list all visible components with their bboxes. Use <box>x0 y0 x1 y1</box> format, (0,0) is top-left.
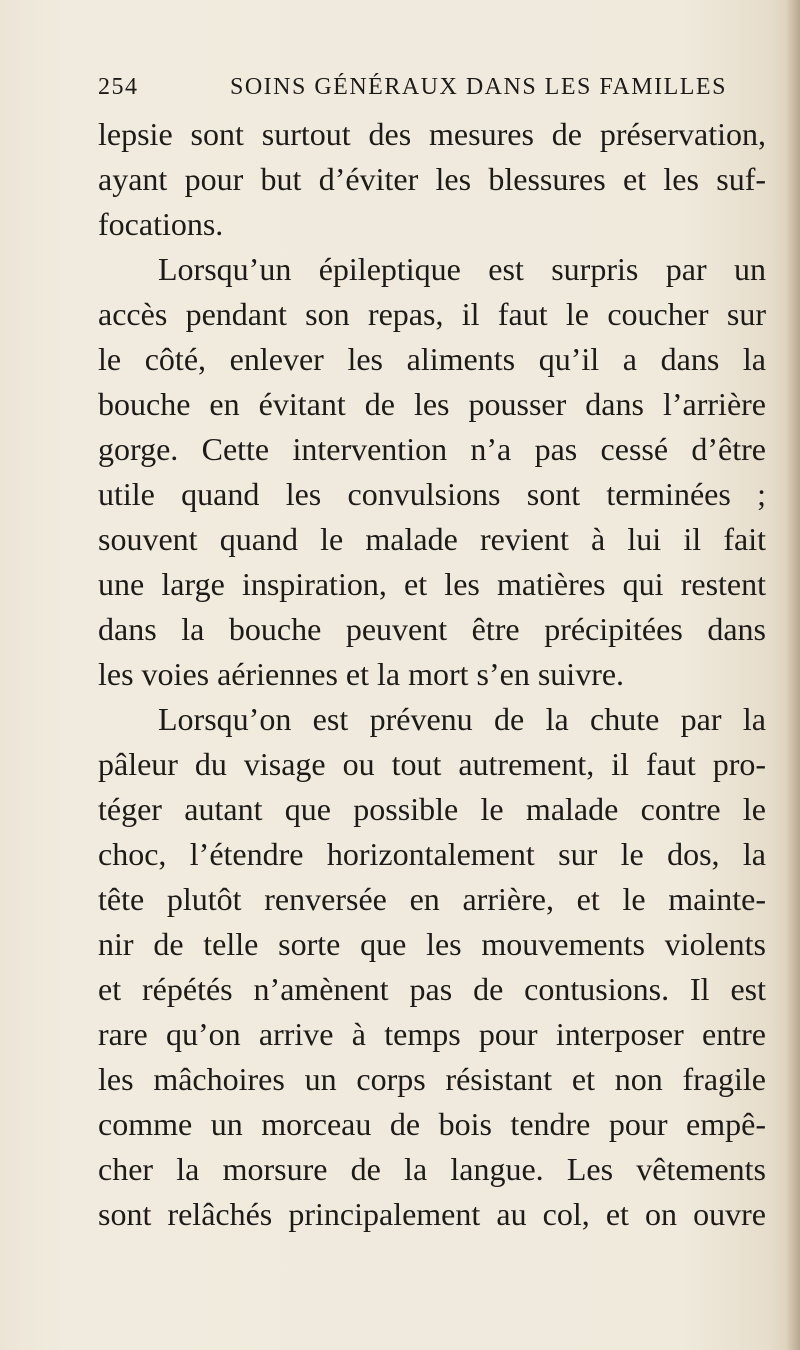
text-line: pâleur du visage ou tout autrement, il faut pro- <box>98 746 766 782</box>
text-line: choc, l’étendre horizontalement sur le dos, la <box>98 836 766 872</box>
text-line: utile quand les convulsions sont terminées ; <box>98 476 766 512</box>
text-line: et répétés n’amènent pas de contusions. Il est <box>98 971 766 1007</box>
running-title: SOINS GÉNÉRAUX DANS LES FAMILLES <box>230 74 727 100</box>
text-line: gorge. Cette intervention n’a pas cessé d’être <box>98 431 766 467</box>
text-line: focations. <box>98 206 224 242</box>
text-line: accès pendant son repas, il faut le coucher sur <box>98 296 766 332</box>
text-line: rare qu’on arrive à temps pour interposer entre <box>98 1016 766 1052</box>
body-text <box>98 112 766 1237</box>
text-line: ayant pour but d’éviter les blessures et les suf- <box>98 161 766 197</box>
text-line: nir de telle sorte que les mouvements violents <box>98 926 766 962</box>
text-line: les voies aériennes et la mort s’en suivre. <box>98 656 625 692</box>
text-line: sont relâchés principalement au col, et on ouvre <box>98 1196 766 1232</box>
text-line: les mâchoires un corps résistant et non fragile <box>98 1061 766 1097</box>
text-line: le côté, enlever les aliments qu’il a dans la <box>98 341 766 377</box>
text-line: une large inspiration, et les matières qui restent <box>98 566 766 602</box>
text-line: Lorsqu’un épileptique est surpris par un <box>158 251 766 287</box>
text-line: bouche en évitant de les pousser dans l’arrière <box>98 386 766 422</box>
text-line: tête plutôt renversée en arrière, et le mainte- <box>98 881 766 917</box>
text-line: souvent quand le malade revient à lui il fait <box>98 521 766 557</box>
running-head <box>98 74 727 106</box>
text-line: cher la morsure de la langue. Les vêtements <box>98 1151 766 1187</box>
text-line: téger autant que possible le malade contre le <box>98 791 766 827</box>
text-line: Lorsqu’on est prévenu de la chute par la <box>158 701 766 737</box>
text-line: comme un morceau de bois tendre pour empê- <box>98 1106 766 1142</box>
text-line: lepsie sont surtout des mesures de préservation, <box>98 116 766 152</box>
page-edge-shadow <box>786 0 800 1350</box>
text-line: dans la bouche peuvent être précipitées dans <box>98 611 766 647</box>
page-number: 254 <box>98 74 139 100</box>
